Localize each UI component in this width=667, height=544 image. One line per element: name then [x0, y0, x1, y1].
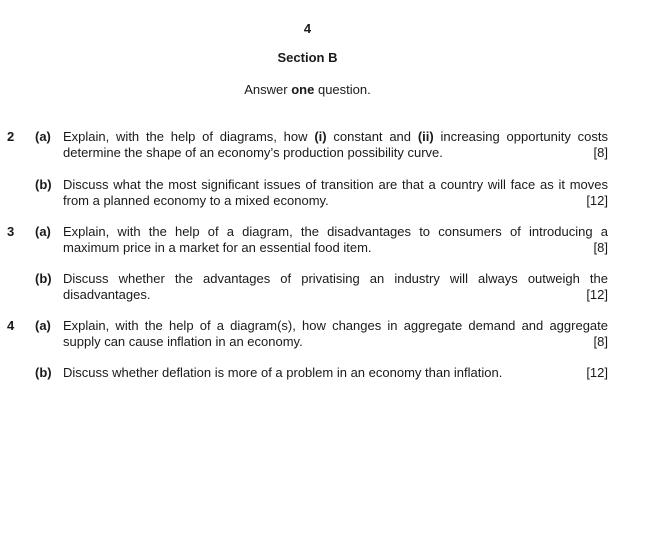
part-label: (b)	[35, 177, 52, 192]
part-line	[63, 193, 608, 209]
question-number: 4	[7, 318, 15, 333]
part-label: (a)	[35, 318, 51, 333]
part-line: Discuss whether the advantages of privatising an industry will always outweigh the	[63, 271, 608, 286]
part-line: Discuss what the most significant issues of transition are that a country will face as it moves	[63, 177, 608, 192]
question-part	[35, 318, 608, 350]
question-part	[35, 129, 608, 161]
text-bold: (i)	[314, 129, 327, 144]
part-label: (a)	[35, 224, 51, 239]
part-text	[63, 365, 608, 381]
text-segment: Discuss whether deflation is more of a problem in an economy than inflation.	[63, 365, 503, 380]
instruction-pre: Answer	[244, 82, 292, 97]
marks: [12]	[586, 365, 608, 380]
text-segment: maximum price in a market for an essential food item.	[63, 240, 372, 255]
part-line: Explain, with the help of a diagram(s), how changes in aggregate demand and aggregate	[63, 318, 608, 333]
part-line	[63, 287, 608, 303]
text-segment: Explain, with the help of diagrams, how	[63, 129, 315, 144]
part-line: Explain, with the help of a diagram, the disadvantages to consumers of introducing a	[63, 224, 608, 239]
part-line	[63, 145, 608, 161]
text-segment: constant and	[326, 129, 418, 144]
part-text	[63, 318, 608, 350]
part-label: (a)	[35, 129, 51, 144]
question-number: 3	[7, 224, 15, 239]
part-text	[63, 271, 608, 303]
section-title: Section B	[277, 50, 338, 65]
instruction-emphasis: one	[291, 82, 315, 97]
question-part	[35, 224, 608, 256]
text-segment: supply can cause inflation in an economy.	[63, 334, 303, 349]
question-number: 2	[7, 129, 15, 144]
part-line	[63, 129, 608, 145]
marks: [12]	[586, 287, 608, 302]
instruction-post: question.	[314, 82, 371, 97]
marks: [12]	[586, 193, 608, 208]
question-part	[35, 177, 608, 209]
page-number: 4	[303, 21, 312, 36]
question-part	[35, 365, 608, 381]
marks: [8]	[593, 334, 608, 349]
instruction	[0, 82, 615, 97]
marks: [8]	[593, 240, 608, 255]
part-text	[63, 177, 608, 209]
text-bold: (ii)	[417, 129, 434, 144]
text-segment: disadvantages.	[63, 287, 151, 302]
part-label: (b)	[35, 271, 52, 286]
marks: [8]	[593, 145, 608, 160]
part-text	[63, 224, 608, 256]
text-segment: determine the shape of an economy’s production possibility curve.	[63, 145, 443, 160]
part-label: (b)	[35, 365, 52, 380]
part-text	[63, 129, 608, 161]
text-segment: increasing opportunity costs	[433, 129, 608, 144]
part-line	[63, 365, 608, 381]
text-segment: from a planned economy to a mixed economy.	[63, 193, 329, 208]
question-part	[35, 271, 608, 303]
part-line	[63, 240, 608, 256]
part-line	[63, 334, 608, 350]
